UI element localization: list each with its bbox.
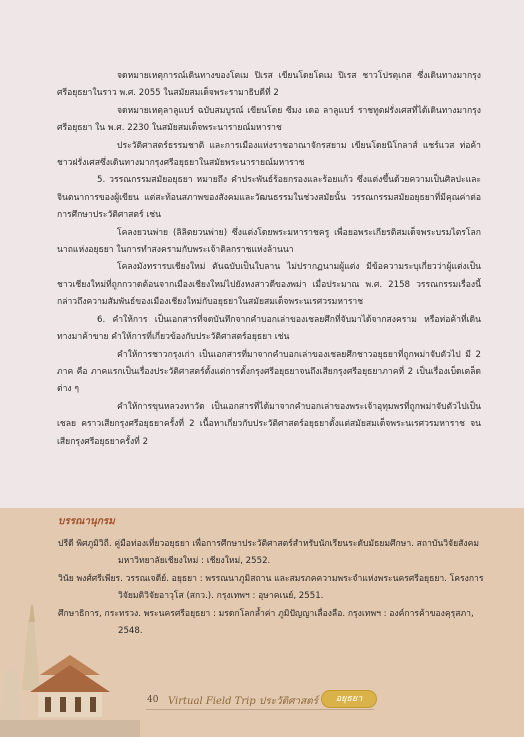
- paragraph-gervaise: ประวัติศาสตร์ธรรมชาติ และการเมืองแห่งราชอาณาจักรสยาม เขียนโดยนิโกลาส์ แชร์แวส ท่อค้าชาวฝรั่งเศสซึ่งเดินทางมากรุงศรีอยุธยาในสมัยพระนารายณ์มหาราช: [57, 140, 481, 169]
- references-title: บรรณานุกรม: [58, 516, 115, 527]
- paragraph-literature: 5. วรรณกรรมสมัยอยุธยา หมายถึง คำประพันธ์ร้อยกรองและร้อยแก้ว ซึ่งแต่งขึ้นด้วยความเป็นศิลปะและจินตนาการของผู้เขียน แต่สะท้อนสภาพของสังคมและวัฒนธรรมในช่วงสมัยนั้น วรรณกรรมสมัยอยุธยาที่มีคุณค่าต่อการศึกษาประวัติศาสตร์ เช่น: [57, 175, 481, 221]
- page-number: 40: [147, 695, 159, 705]
- paragraph-tome-pires: จดหมายเหตุการณ์เดินทางของโตเม ปิเรส เขียนโดยโตเม ปิเรส ชาวโปรตุเกส ซึ่งเดินทางมากรุงศรีอยุธยาในราว พ.ศ. 2055 ในสมัยสมเด็จพระรามาธิบดีที่ 2: [57, 71, 481, 99]
- paragraph-krung-kao: คำให้การชาวกรุงเก่า เป็นเอกสารที่มาจากคำบอกเล่าของเชลยศึกชาวอยุธยาที่ถูกพม่าจับตัวไป มี 2 ภาค คือ ภาคแรกเป็นเรื่องประวัติศาสตร์ตั้งแต่การตั้งกรุงศรีอยุธยาจนถึงเสียกรุงศรีอยุธยาภาคที่ 2 เป็นเรื่องเบ็ดเตล็ดต่าง ๆ: [57, 349, 481, 395]
- paragraph-yuan-phai: โคลงยวนพ่าย (ลิลิตยวนพ่าย) ซึ่งแต่งโดยพระมหาราชครู เพื่อยอพระเกียรติสมเด็จพระบรมไตรโลกนาถแห่งอยุธยา ในการทำสงครามกับพระเจ้าติลกราชแห่งล้านนา: [57, 227, 481, 256]
- reference-item: ศึกษาธิการ, กระทรวง. พระนครศรีอยุธยา : มรดกโลกล้ำค่า ภูมิปัญญาเลื่องลือ. กรุงเทพฯ : องค์การค้าของคุรุสภา, 2548.: [58, 608, 474, 637]
- footer-divider: [146, 709, 374, 710]
- reference-item: วินัย พงศ์ศรีเพียร. วรรณเจดีย์. อยุธยา : พรรณนาภูมิสถาน และสมรภคความพระจำแห่งพระนครศรีอยุธยา. โครงการวิจัยมติวิจัยอาวุโส (สกว.). กรุงเทพฯ : อุษาคเนย์, 2551.: [58, 573, 484, 602]
- body-text: [57, 68, 481, 451]
- reference-item: ปรีดี พิศภูมิวิถี. คู่มือท่องเที่ยวอยุธยา เพื่อการศึกษาประวัติศาสตร์สำหรับนักเรียนระดับมัธยมศึกษา. สถาบันวิจัยสังคม มหาวิทยาลัยเชียงใหม่ : เชียงใหม่, 2552.: [58, 539, 479, 567]
- paragraph-la-loubere: จดหมายเหตุลาลูแบร์ ฉบับสมบูรณ์ เขียนโดย ซีมง เดอ ลาลูแบร์ ราชทูตฝรั่งเศสที่ได้เดินทางมากรุงศรีอยุธยา ใน พ.ศ. 2230 ในสมัยสมเด็จพระนารายณ์มหาราช: [57, 105, 481, 134]
- paragraph-khun-luang: คำให้การขุนหลวงหาวัด เป็นเอกสารที่ได้มาจากคำบอกเล่าของพระเจ้าอุทุมพรที่ถูกพม่าจับตัวไปเป็นเชลย คราวเสียกรุงศรีอยุธยาครั้งที่ 2 เนื้อหาเกี่ยวกับประวัติศาสตร์อยุธยาตั้งแต่สมัยสมเด็จพระนเรศวรมหาราช จนเสียกรุงศรีอยุธยาครั้งที่ 2: [57, 401, 481, 447]
- paragraph-testimony: 6. คำให้การ เป็นเอกสารที่จดบันทึกจากคำบอกเล่าของเชลยศึกที่จับมาได้จากสงคราม หรือท่อค้าที่เดินทางมาค้าขาย คำให้การที่เกี่ยวข้องกับประวัติศาสตร์อยุธยา เช่น: [57, 314, 481, 343]
- badge-label: อยุธยา: [335, 694, 363, 704]
- series-title: Virtual Field Trip ประวัติศาสตร์: [168, 696, 319, 707]
- ayutthaya-badge: [322, 691, 376, 707]
- paragraph-mangthra: โคลงมังทรารบเชียงใหม่ ตันฉบับเป็นใบลาน ไม่ปรากฏนามผู้แต่ง มีข้อความระบุเกี่ยวว่าผู้แต่งเป็นชาวเชียงใหม่ที่ถูกกวาดต้อนจากเมืองเชียงใหม่ไปยังหงสาวดีของพม่า เมื่อประมาณ พ.ศ. 2158 วรรณกรรมเรื่องนี้กล่าวถึงความสัมพันธ์ของเมืองเชียงใหม่กับอยุธยาในสมัยสมเด็จพระนเรศวรมหาราช: [57, 262, 481, 308]
